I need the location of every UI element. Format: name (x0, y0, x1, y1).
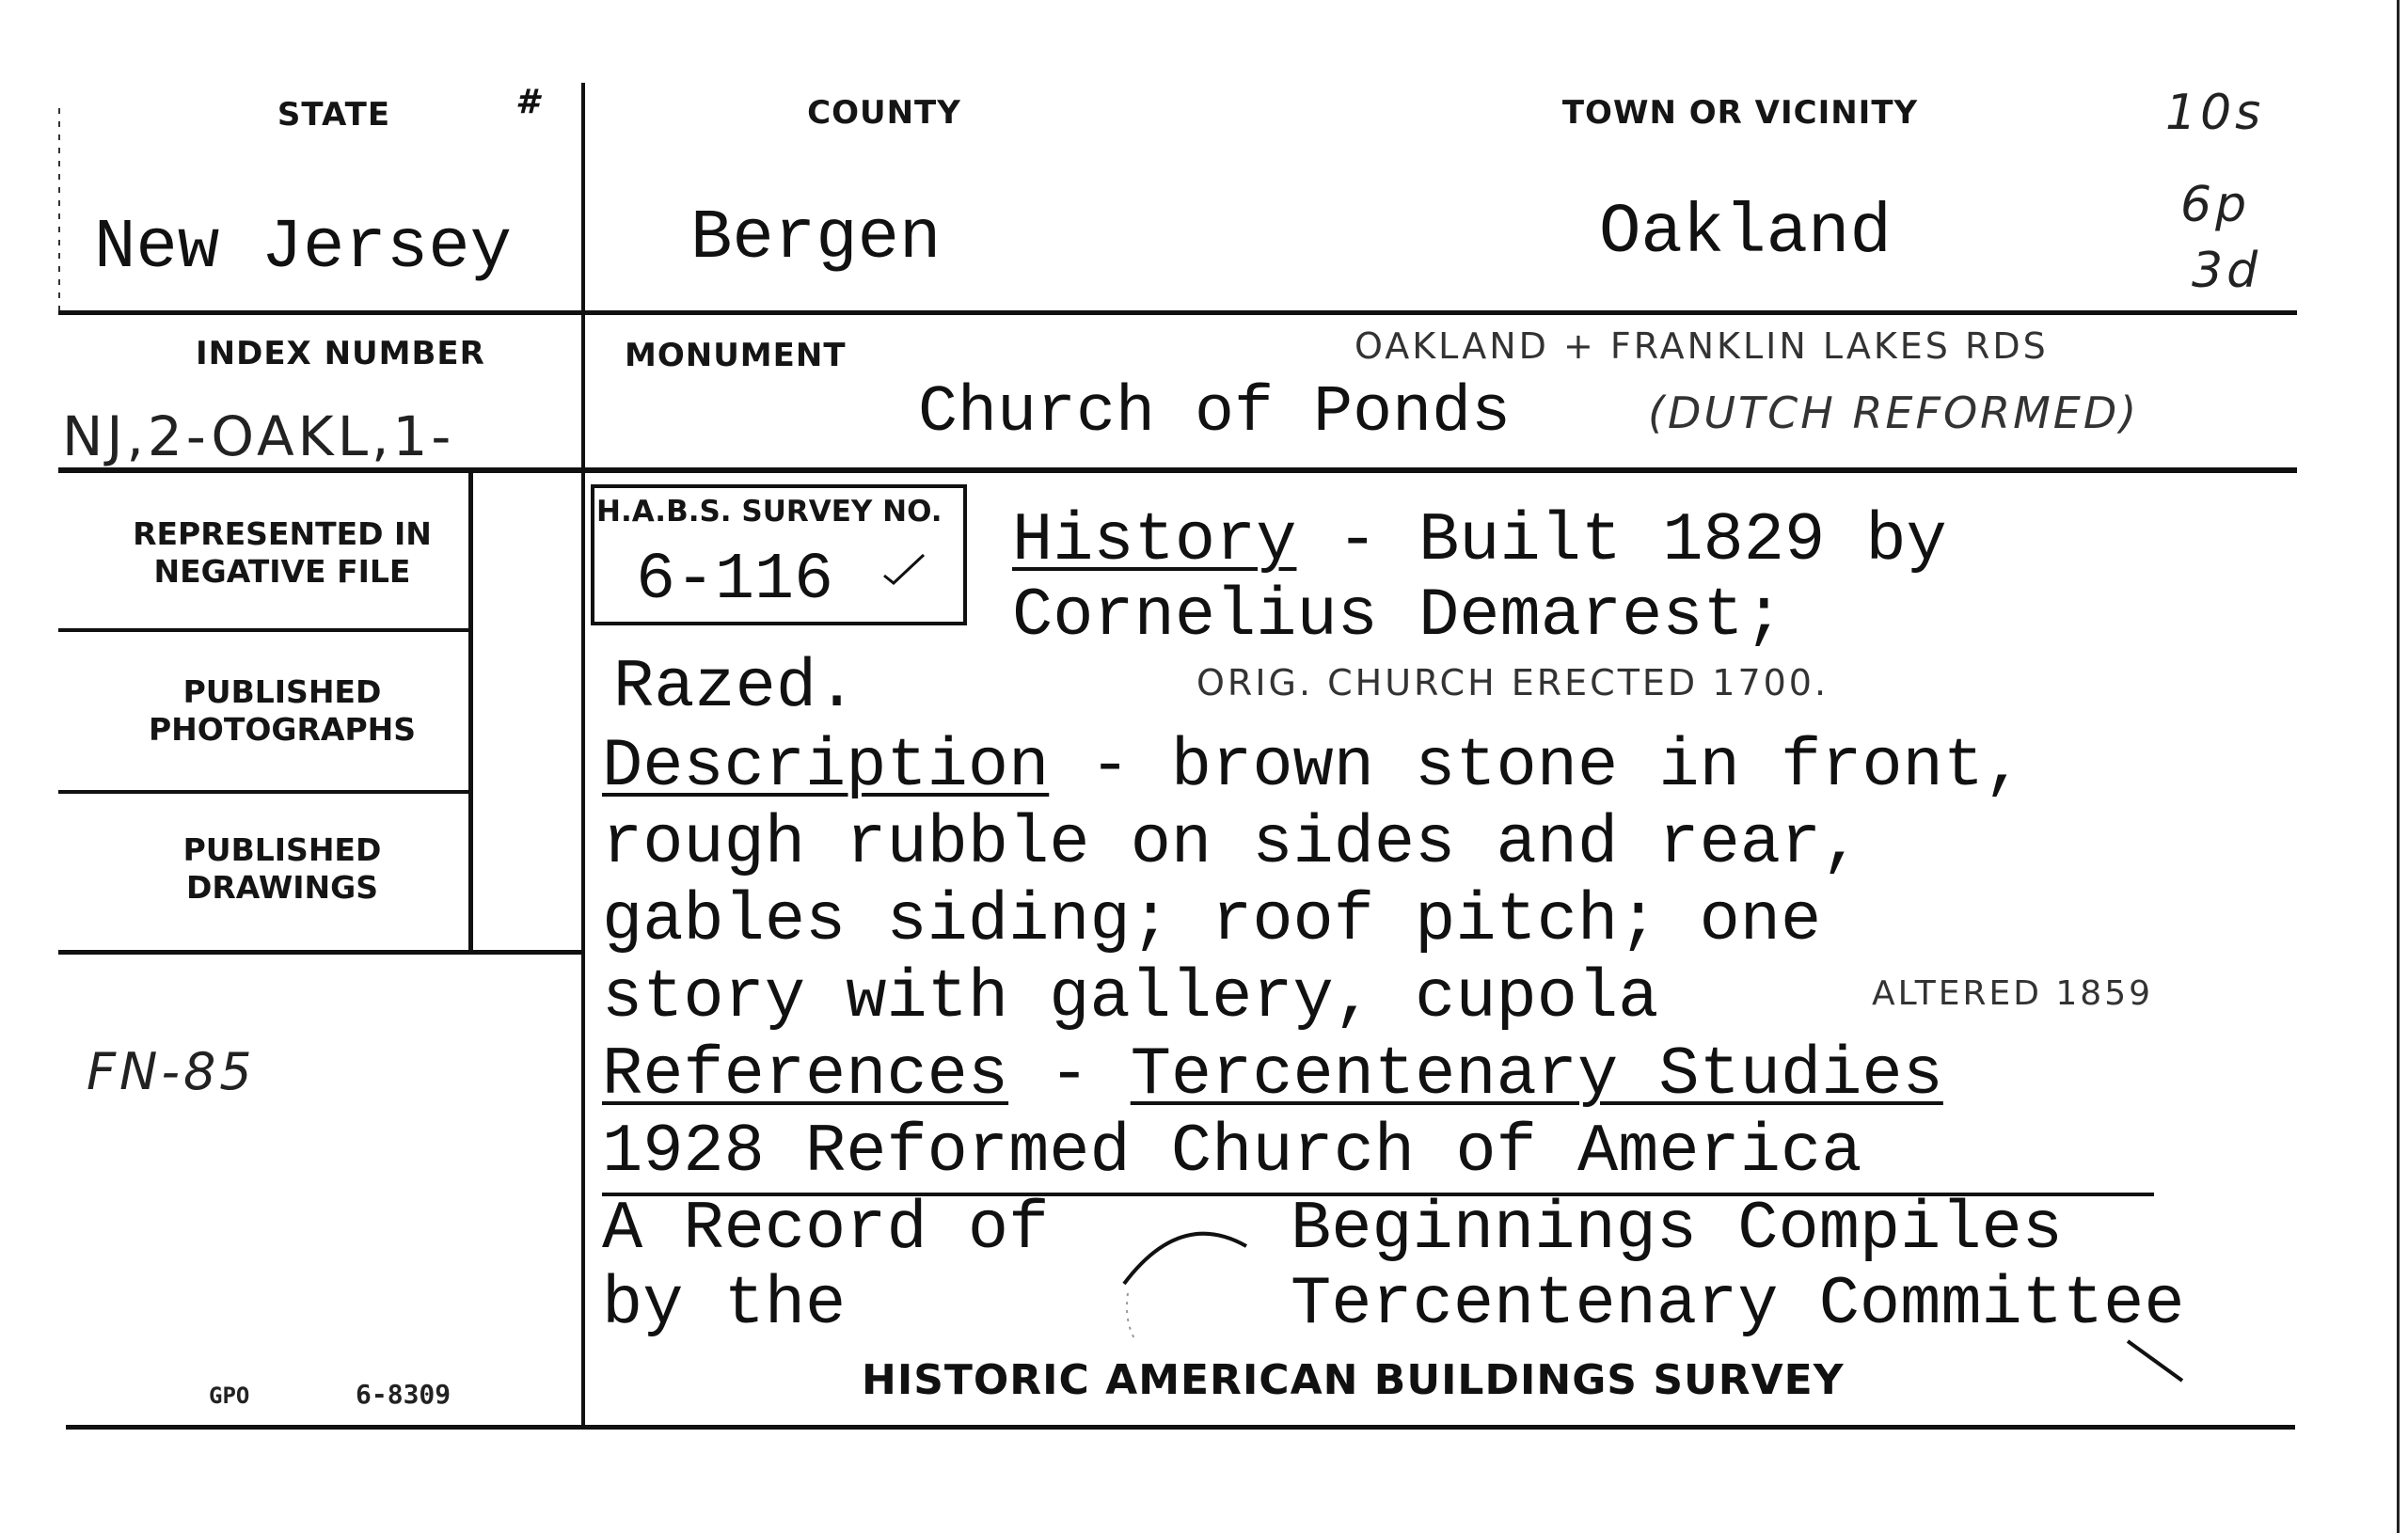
index-number-value: NJ,2-OAKL,1- (62, 404, 455, 468)
description-text-1: - brown stone in front, (1049, 728, 2025, 805)
check-mark (2126, 1335, 2192, 1392)
county-header: COUNTY (807, 94, 961, 132)
county-value: Bergen (690, 199, 942, 278)
represented-label-line2: NEGATIVE FILE (153, 553, 411, 590)
references-line-4a: by the (602, 1266, 847, 1343)
represented-label (103, 515, 461, 591)
bottom-border (66, 1425, 2295, 1430)
corner-mark-3: 3d (2192, 243, 2262, 299)
references-dash: - (1008, 1036, 1131, 1114)
index-number-header: INDEX NUMBER (196, 335, 485, 372)
monument-header: MONUMENT (625, 337, 847, 374)
corner-mark-2: 6p (2180, 177, 2251, 233)
published-photos-label (103, 673, 461, 749)
published-drawings-line2: DRAWINGS (185, 869, 378, 906)
represented-label-line1: REPRESENTED IN (133, 515, 432, 552)
altered-note: ALTERED 1859 (1872, 974, 2154, 1013)
footer-title: HISTORIC AMERICAN BUILDINGS SURVEY (862, 1356, 1845, 1404)
field-note: FN-85 (87, 1042, 256, 1101)
left-grid-vline (468, 470, 473, 952)
left-grid-line-3 (58, 950, 581, 955)
state-header: STATE (277, 96, 391, 134)
monument-address: OAKLAND + FRANKLIN LAKES RDS (1354, 325, 2049, 367)
history-line-2: Cornelius Demarest; (1012, 577, 1784, 655)
left-grid-line-2 (58, 790, 470, 794)
references-line-4b: Tercentenary Committee (1291, 1266, 2185, 1343)
punch-hole-arc (1115, 1209, 1265, 1350)
description-line-3: gables siding; roof pitch; one (602, 882, 1822, 959)
references-line-3a: A Record of (602, 1191, 1050, 1268)
main-column-divider (581, 83, 585, 1428)
state-mark: # (515, 83, 540, 121)
references-title: Tercentenary Studies (1130, 1036, 1943, 1114)
town-header: TOWN OR VICINITY (1561, 94, 1919, 132)
corner-mark-1: 10s (2165, 85, 2265, 141)
description-line-2: rough rubble on sides and rear, (602, 805, 1862, 882)
description-label: Description (602, 728, 1050, 805)
survey-no-header: H.A.B.S. SURVEY NO. (596, 495, 943, 529)
town-value: Oakland (1599, 194, 1892, 273)
published-drawings-line1: PUBLISHED (182, 831, 382, 868)
history-text-1: - Built 1829 by (1296, 502, 1947, 579)
history-label: History (1012, 502, 1297, 579)
right-edge (2397, 0, 2400, 1533)
published-photos-line1: PUBLISHED (182, 673, 382, 710)
monument-name: Church of Ponds (918, 376, 1512, 450)
survey-no-value: 6-116 (636, 544, 834, 618)
gpo-right: 6-8309 (356, 1379, 452, 1410)
survey-check-mark (882, 551, 926, 589)
razed-text: Razed. (613, 649, 858, 726)
references-line-2: 1928 Reformed Church of America (602, 1114, 1862, 1191)
left-edge-dotted (58, 108, 60, 310)
description-line-1 (602, 728, 2024, 805)
top-row-divider (58, 310, 2297, 315)
left-grid-line-1 (58, 628, 470, 632)
state-value: New Jersey (94, 209, 513, 288)
published-photos-line2: PHOTOGRAPHS (148, 711, 417, 748)
history-line-1 (1012, 502, 1947, 579)
orig-church-note: ORIG. CHURCH ERECTED 1700. (1196, 662, 1830, 703)
monument-note: (DUTCH REFORMED) (1648, 387, 2140, 438)
published-drawings-label (103, 831, 461, 907)
references-line-1 (602, 1036, 1943, 1114)
description-line-4: story with gallery, cupola (602, 959, 1659, 1036)
references-label: References (602, 1036, 1009, 1114)
references-line-3b: Beginnings Compiles (1291, 1191, 2063, 1268)
gpo-left: GPO (209, 1383, 250, 1409)
